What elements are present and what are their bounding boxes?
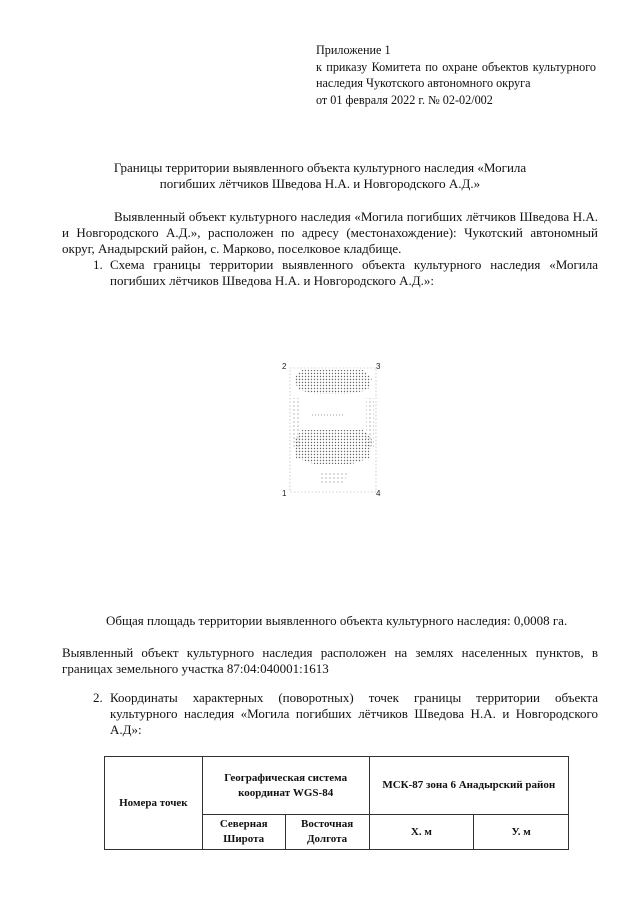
table-header-row	[105, 757, 569, 815]
header-longitude: Восточная Долгота	[285, 815, 369, 850]
point-label-1: 1	[282, 489, 287, 498]
point-label-2: 2	[282, 362, 287, 371]
document-title: Границы территории выявленного объекта культурного наследия «Могила погибших лётчиков Шведова Н.А. и Новгородского А.Д.»	[113, 160, 527, 191]
list-item-text: Координаты характерных (поворотных) точек границы территории объекта культурного наследия «Могила погибших лётчиков Шведова Н.А. и Новгородского А.Д»:	[110, 690, 598, 737]
list-item-coordinates	[94, 690, 598, 738]
list-item-scheme	[94, 257, 598, 289]
annex-order-date: от 01 февраля 2022 г. № 02-02/002	[316, 92, 493, 107]
intro-paragraph: Выявленный объект культурного наследия «Могила погибших лётчиков Шведова Н.А. и Новгородского А.Д.», расположен по адресу (местонахождение): Чукотский автономный округ, Анадырский район, с. Марково, поселковое кладбище.	[62, 209, 598, 256]
header-y: У. м	[474, 815, 569, 850]
header-point-numbers: Номера точек	[105, 757, 203, 850]
point-label-4: 4	[376, 489, 381, 498]
grave-structure-top	[294, 370, 372, 394]
grave-base	[318, 472, 348, 484]
list-number: 1.	[93, 257, 103, 272]
header-msk87: МСК-87 зона 6 Анадырский район	[369, 757, 568, 815]
header-x: Х. м	[369, 815, 474, 850]
boundary-scheme	[280, 360, 386, 500]
list-item-text: Схема границы территории выявленного объекта культурного наследия «Могила погибших лётчиков Шведова Н.А. и Новгородского А.Д.»:	[110, 257, 598, 288]
coordinates-table	[104, 756, 569, 850]
area-paragraph: Общая площадь территории выявленного объекта культурного наследия: 0,0008 га.	[106, 613, 568, 628]
list-number: 2.	[93, 690, 103, 705]
annex-order-reference: к приказу Комитета по охране объектов культурного наследия Чукотского автономного округа	[316, 59, 596, 90]
point-label-3: 3	[376, 362, 381, 371]
header-latitude: Северная Широта	[202, 815, 285, 850]
annex-header	[316, 42, 596, 108]
location-paragraph: Выявленный объект культурного наследия расположен на землях населенных пунктов, в границах земельного участка 87:04:040001:1613	[62, 645, 598, 676]
header-wgs84: Географическая система координат WGS-84	[202, 757, 369, 815]
grave-structure-bottom	[294, 430, 372, 464]
annex-title: Приложение 1	[316, 43, 391, 57]
